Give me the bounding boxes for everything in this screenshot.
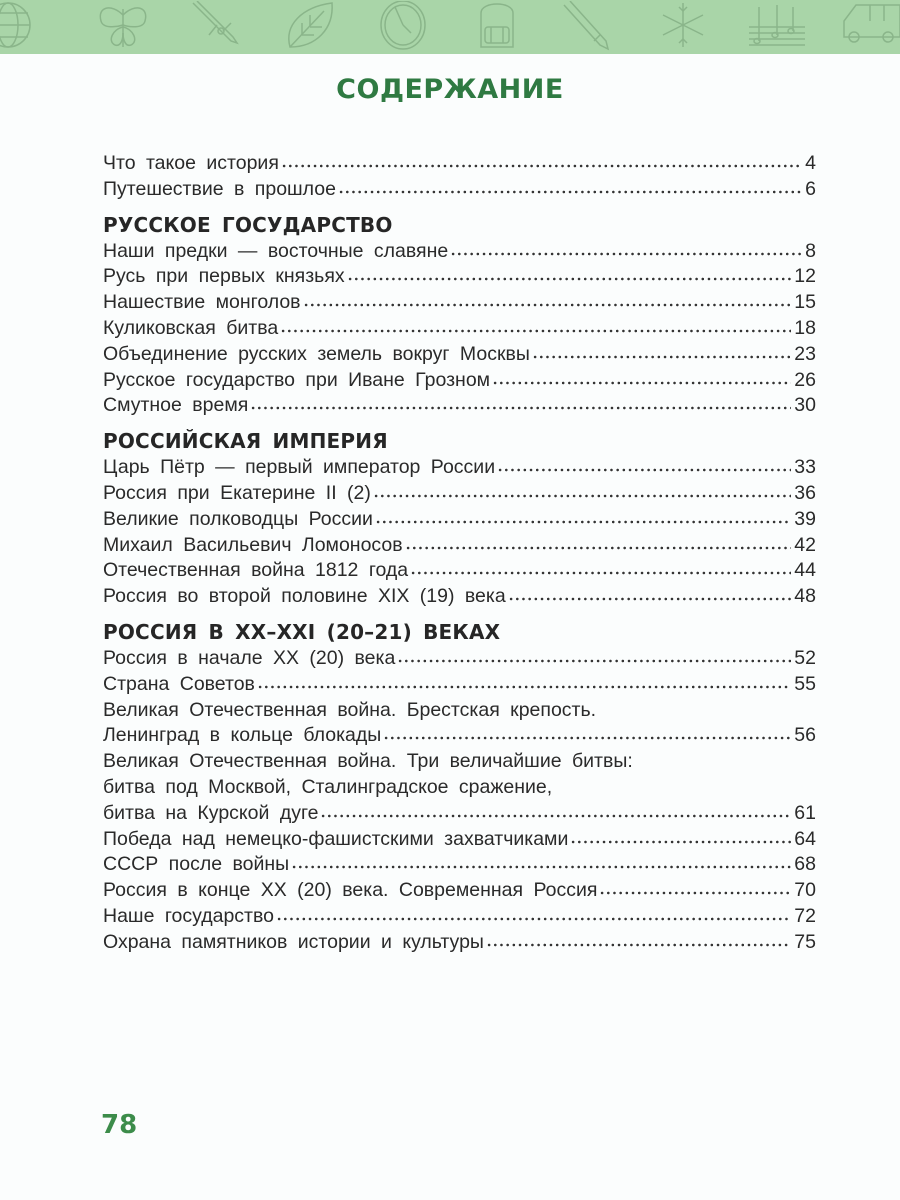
toc-entry-page: 36 xyxy=(794,481,816,504)
toc-entry-page: 12 xyxy=(794,265,816,288)
toc-entry[interactable] xyxy=(103,152,816,178)
toc-entry-page: 15 xyxy=(794,291,816,314)
butterfly-icon xyxy=(93,1,153,53)
toc-entry-label: Наши предки — восточные славяне xyxy=(103,239,449,262)
toc-entry-label-line: Великая Отечественная война. Три величайшие битвы: xyxy=(103,750,633,773)
dot-leader xyxy=(508,597,792,601)
section-heading: РУССКОЕ ГОСУДАРСТВО xyxy=(103,212,393,237)
toc-entry-page: 8 xyxy=(805,239,816,262)
snowflake-icon xyxy=(653,1,713,53)
toc-entry-line xyxy=(103,776,816,802)
toc-entry[interactable] xyxy=(103,931,816,957)
toc-entry-page: 55 xyxy=(794,672,816,695)
toc-entry[interactable] xyxy=(103,534,816,560)
dot-leader xyxy=(373,494,791,498)
toc-entry[interactable] xyxy=(103,879,816,905)
toc-entry-line xyxy=(103,750,816,776)
toc-entry[interactable] xyxy=(103,265,816,291)
toc-entry-label: Куликовская битва xyxy=(103,316,279,339)
dot-leader xyxy=(375,520,791,524)
dot-leader xyxy=(303,303,792,307)
toc-entry[interactable] xyxy=(103,456,816,482)
page-title: СОДЕРЖАНИЕ xyxy=(336,74,564,105)
toc-entry-page: 39 xyxy=(794,507,816,530)
toc-entry-label: Русское государство при Иване Грозном xyxy=(103,368,491,391)
dot-leader xyxy=(383,736,791,740)
toc-entry-label: Великие полководцы России xyxy=(103,507,373,530)
toc-entry-label: Русь при первых князьях xyxy=(103,265,345,288)
toc-entry-label: Наше государство xyxy=(103,904,274,927)
toc-entry[interactable] xyxy=(103,178,816,204)
toc-entry-label: Объединение русских земель вокруг Москвы xyxy=(103,342,530,365)
section-heading: РОССИЯ В XX–XXI (20–21) ВЕКАХ xyxy=(103,619,501,644)
toc-entry[interactable] xyxy=(103,673,816,699)
toc-entry[interactable] xyxy=(103,240,816,266)
toc-entry[interactable] xyxy=(103,647,816,673)
dot-leader xyxy=(320,814,791,818)
toc-entry-page: 56 xyxy=(794,724,816,747)
toc-entry[interactable] xyxy=(103,317,816,343)
toc-entry[interactable] xyxy=(103,559,816,585)
music-notes-icon xyxy=(747,1,807,53)
dot-leader xyxy=(291,865,791,869)
toc-entry-page: 26 xyxy=(794,368,816,391)
toc-entry-label: Что такое история xyxy=(103,152,279,174)
toc-entry-label: Охрана памятников истории и культуры xyxy=(103,930,484,953)
toc-entry-label: Царь Пётр — первый император России xyxy=(103,456,496,479)
toc-entry[interactable] xyxy=(103,905,816,931)
toc-entry-page: 72 xyxy=(794,904,816,927)
toc-entry-page: 52 xyxy=(794,646,816,669)
toc-entry-label: Победа над немецко-фашистскими захватчиками xyxy=(103,827,569,850)
backpack-icon xyxy=(467,1,527,53)
toc-entry-label: СССР после войны xyxy=(103,853,290,876)
leaf-icon xyxy=(280,1,340,53)
page-number: 78 xyxy=(101,1110,138,1140)
toc-entry[interactable] xyxy=(103,724,816,750)
table-of-contents xyxy=(103,152,816,957)
toc-entry[interactable] xyxy=(103,394,816,420)
toc-entry-page: 23 xyxy=(794,342,816,365)
dot-leader xyxy=(338,190,802,194)
toc-entry[interactable] xyxy=(103,508,816,534)
rocket-icon xyxy=(187,1,247,53)
toc-entry-page: 64 xyxy=(794,827,816,850)
toc-entry-label: Путешествие в прошлое xyxy=(103,177,336,200)
toc-entry[interactable] xyxy=(103,291,816,317)
dot-leader xyxy=(410,571,791,575)
toc-entry-label: Михаил Васильевич Ломоносов xyxy=(103,533,403,556)
toc-entry[interactable] xyxy=(103,802,816,828)
pen-icon xyxy=(560,1,620,53)
clock-icon xyxy=(373,1,433,53)
toc-entry-label: Россия в начале XX (20) века xyxy=(103,646,396,669)
toc-entry-page: 68 xyxy=(794,853,816,876)
dot-leader xyxy=(570,840,791,844)
toc-entry[interactable] xyxy=(103,853,816,879)
toc-entry-line xyxy=(103,699,816,725)
dot-leader xyxy=(405,546,792,550)
car-icon xyxy=(840,1,900,53)
dot-leader xyxy=(397,659,791,663)
dot-leader xyxy=(599,891,791,895)
toc-entry-page: 6 xyxy=(805,177,816,200)
dot-leader xyxy=(257,685,791,689)
toc-entry-label-line: Великая Отечественная война. Брестская крепость. xyxy=(103,698,597,721)
dot-leader xyxy=(532,355,791,359)
toc-entry-label: Россия во второй половине XIX (19) века xyxy=(103,585,506,608)
toc-entry-page: 70 xyxy=(794,879,816,902)
toc-entry-page: 30 xyxy=(794,394,816,417)
dot-leader xyxy=(347,277,792,281)
toc-entry-page: 33 xyxy=(794,456,816,479)
section-heading: РОССИЙСКАЯ ИМПЕРИЯ xyxy=(103,429,388,454)
dot-leader xyxy=(450,252,802,256)
toc-entry-page: 44 xyxy=(794,559,816,582)
toc-entry-label: Ленинград в кольце блокады xyxy=(103,724,382,747)
decorative-header-band xyxy=(0,0,900,54)
toc-entry-page: 42 xyxy=(794,533,816,556)
toc-entry-label-line: битва под Москвой, Сталинградское сражение, xyxy=(103,775,553,798)
toc-entry-page: 75 xyxy=(794,930,816,953)
toc-entry-label: Страна Советов xyxy=(103,672,255,695)
dot-leader xyxy=(497,468,791,472)
toc-entry[interactable] xyxy=(103,482,816,508)
toc-entry-page: 18 xyxy=(794,316,816,339)
toc-entry[interactable] xyxy=(103,828,816,854)
toc-entry-label: битва на Курской дуге xyxy=(103,801,319,824)
dot-leader xyxy=(280,329,791,333)
toc-entry[interactable] xyxy=(103,343,816,369)
dot-leader xyxy=(492,381,791,385)
globe-icon xyxy=(0,1,60,53)
toc-entry[interactable] xyxy=(103,585,816,611)
dot-leader xyxy=(486,943,791,947)
toc-entry-label: Отечественная война 1812 года xyxy=(103,559,409,582)
toc-entry-label: Нашествие монголов xyxy=(103,291,301,314)
toc-entry-page: 48 xyxy=(794,585,816,608)
dot-leader xyxy=(276,917,791,921)
toc-entry-label: Смутное время xyxy=(103,394,249,417)
toc-entry-label: Россия в конце XX (20) века. Современная Россия xyxy=(103,879,598,902)
dot-leader xyxy=(250,406,791,410)
toc-entry[interactable] xyxy=(103,369,816,395)
toc-entry-page: 61 xyxy=(794,801,816,824)
toc-entry-label: Россия при Екатерине II (2) xyxy=(103,481,371,504)
dot-leader xyxy=(281,164,802,168)
toc-entry-page: 4 xyxy=(805,152,816,174)
